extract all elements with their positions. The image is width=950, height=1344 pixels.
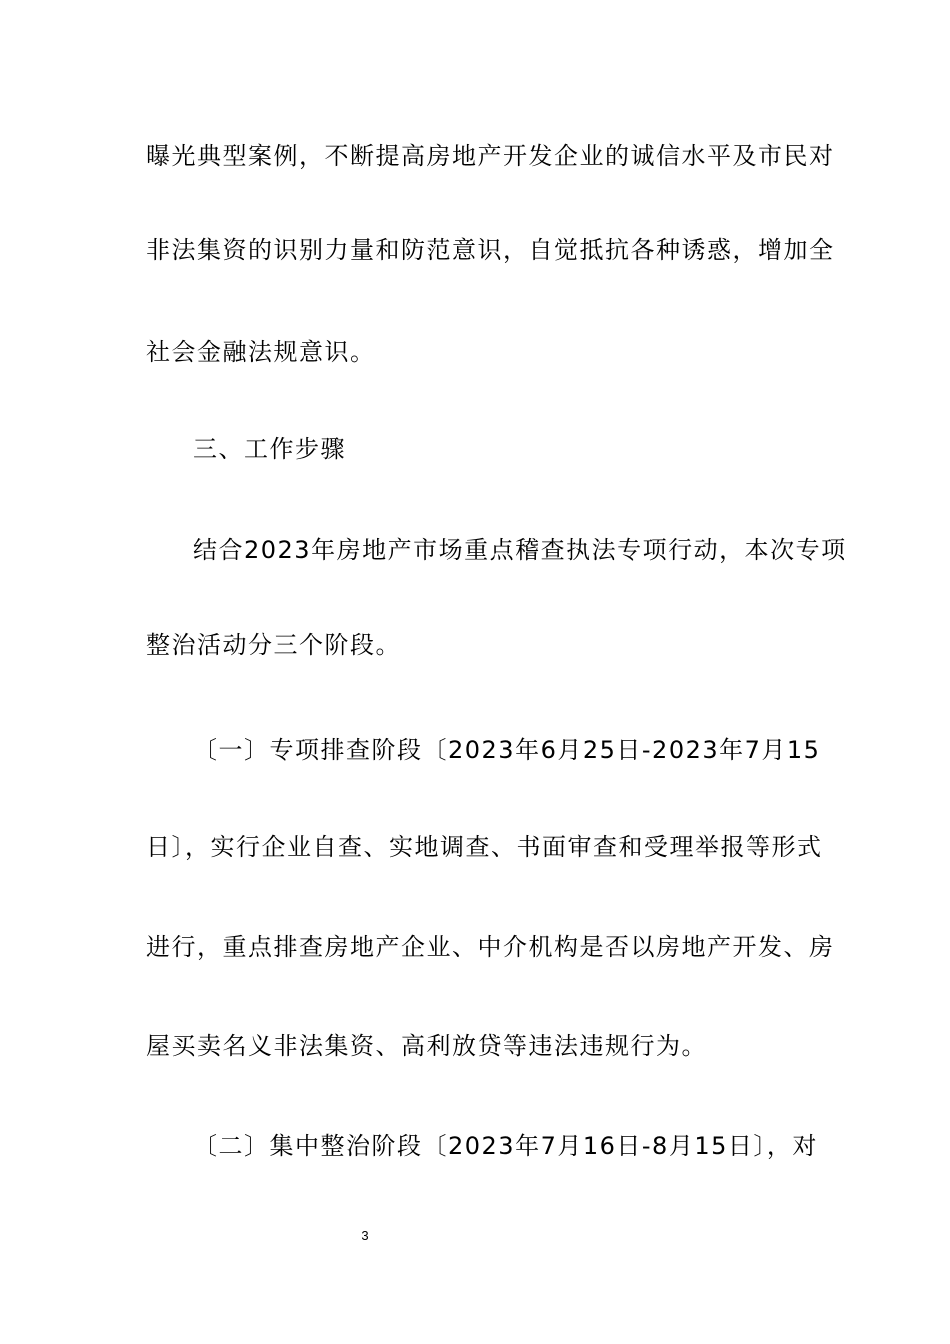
body-text-line-6: 整治活动分三个阶段。	[146, 631, 401, 659]
body-text-line-3: 社会金融法规意识。	[146, 338, 376, 366]
page-number: 3	[361, 1228, 369, 1243]
subsection-heading-1: 〔一〕专项排查阶段〔2023年6月25日-2023年7月15	[193, 736, 821, 764]
subsection-heading-2: 〔二〕集中整治阶段〔2023年7月16日-8月15日〕，对	[193, 1132, 818, 1160]
body-text-line-8: 日〕，实行企业自查、实地调查、书面审查和受理举报等形式	[146, 833, 823, 861]
body-text-line-1: 曝光典型案例，不断提高房地产开发企业的诚信水平及市民对	[146, 142, 835, 170]
body-text-line-9: 进行，重点排查房地产企业、中介机构是否以房地产开发、房	[146, 933, 835, 961]
body-text-line-10: 屋买卖名义非法集资、高利放贷等违法违规行为。	[146, 1032, 707, 1060]
section-heading: 三、工作步骤	[193, 435, 346, 463]
body-text-line-2: 非法集资的识别力量和防范意识，自觉抵抗各种诱惑，增加全	[146, 236, 835, 264]
body-text-line-5: 结合2023年房地产市场重点稽查执法专项行动，本次专项	[193, 536, 847, 564]
